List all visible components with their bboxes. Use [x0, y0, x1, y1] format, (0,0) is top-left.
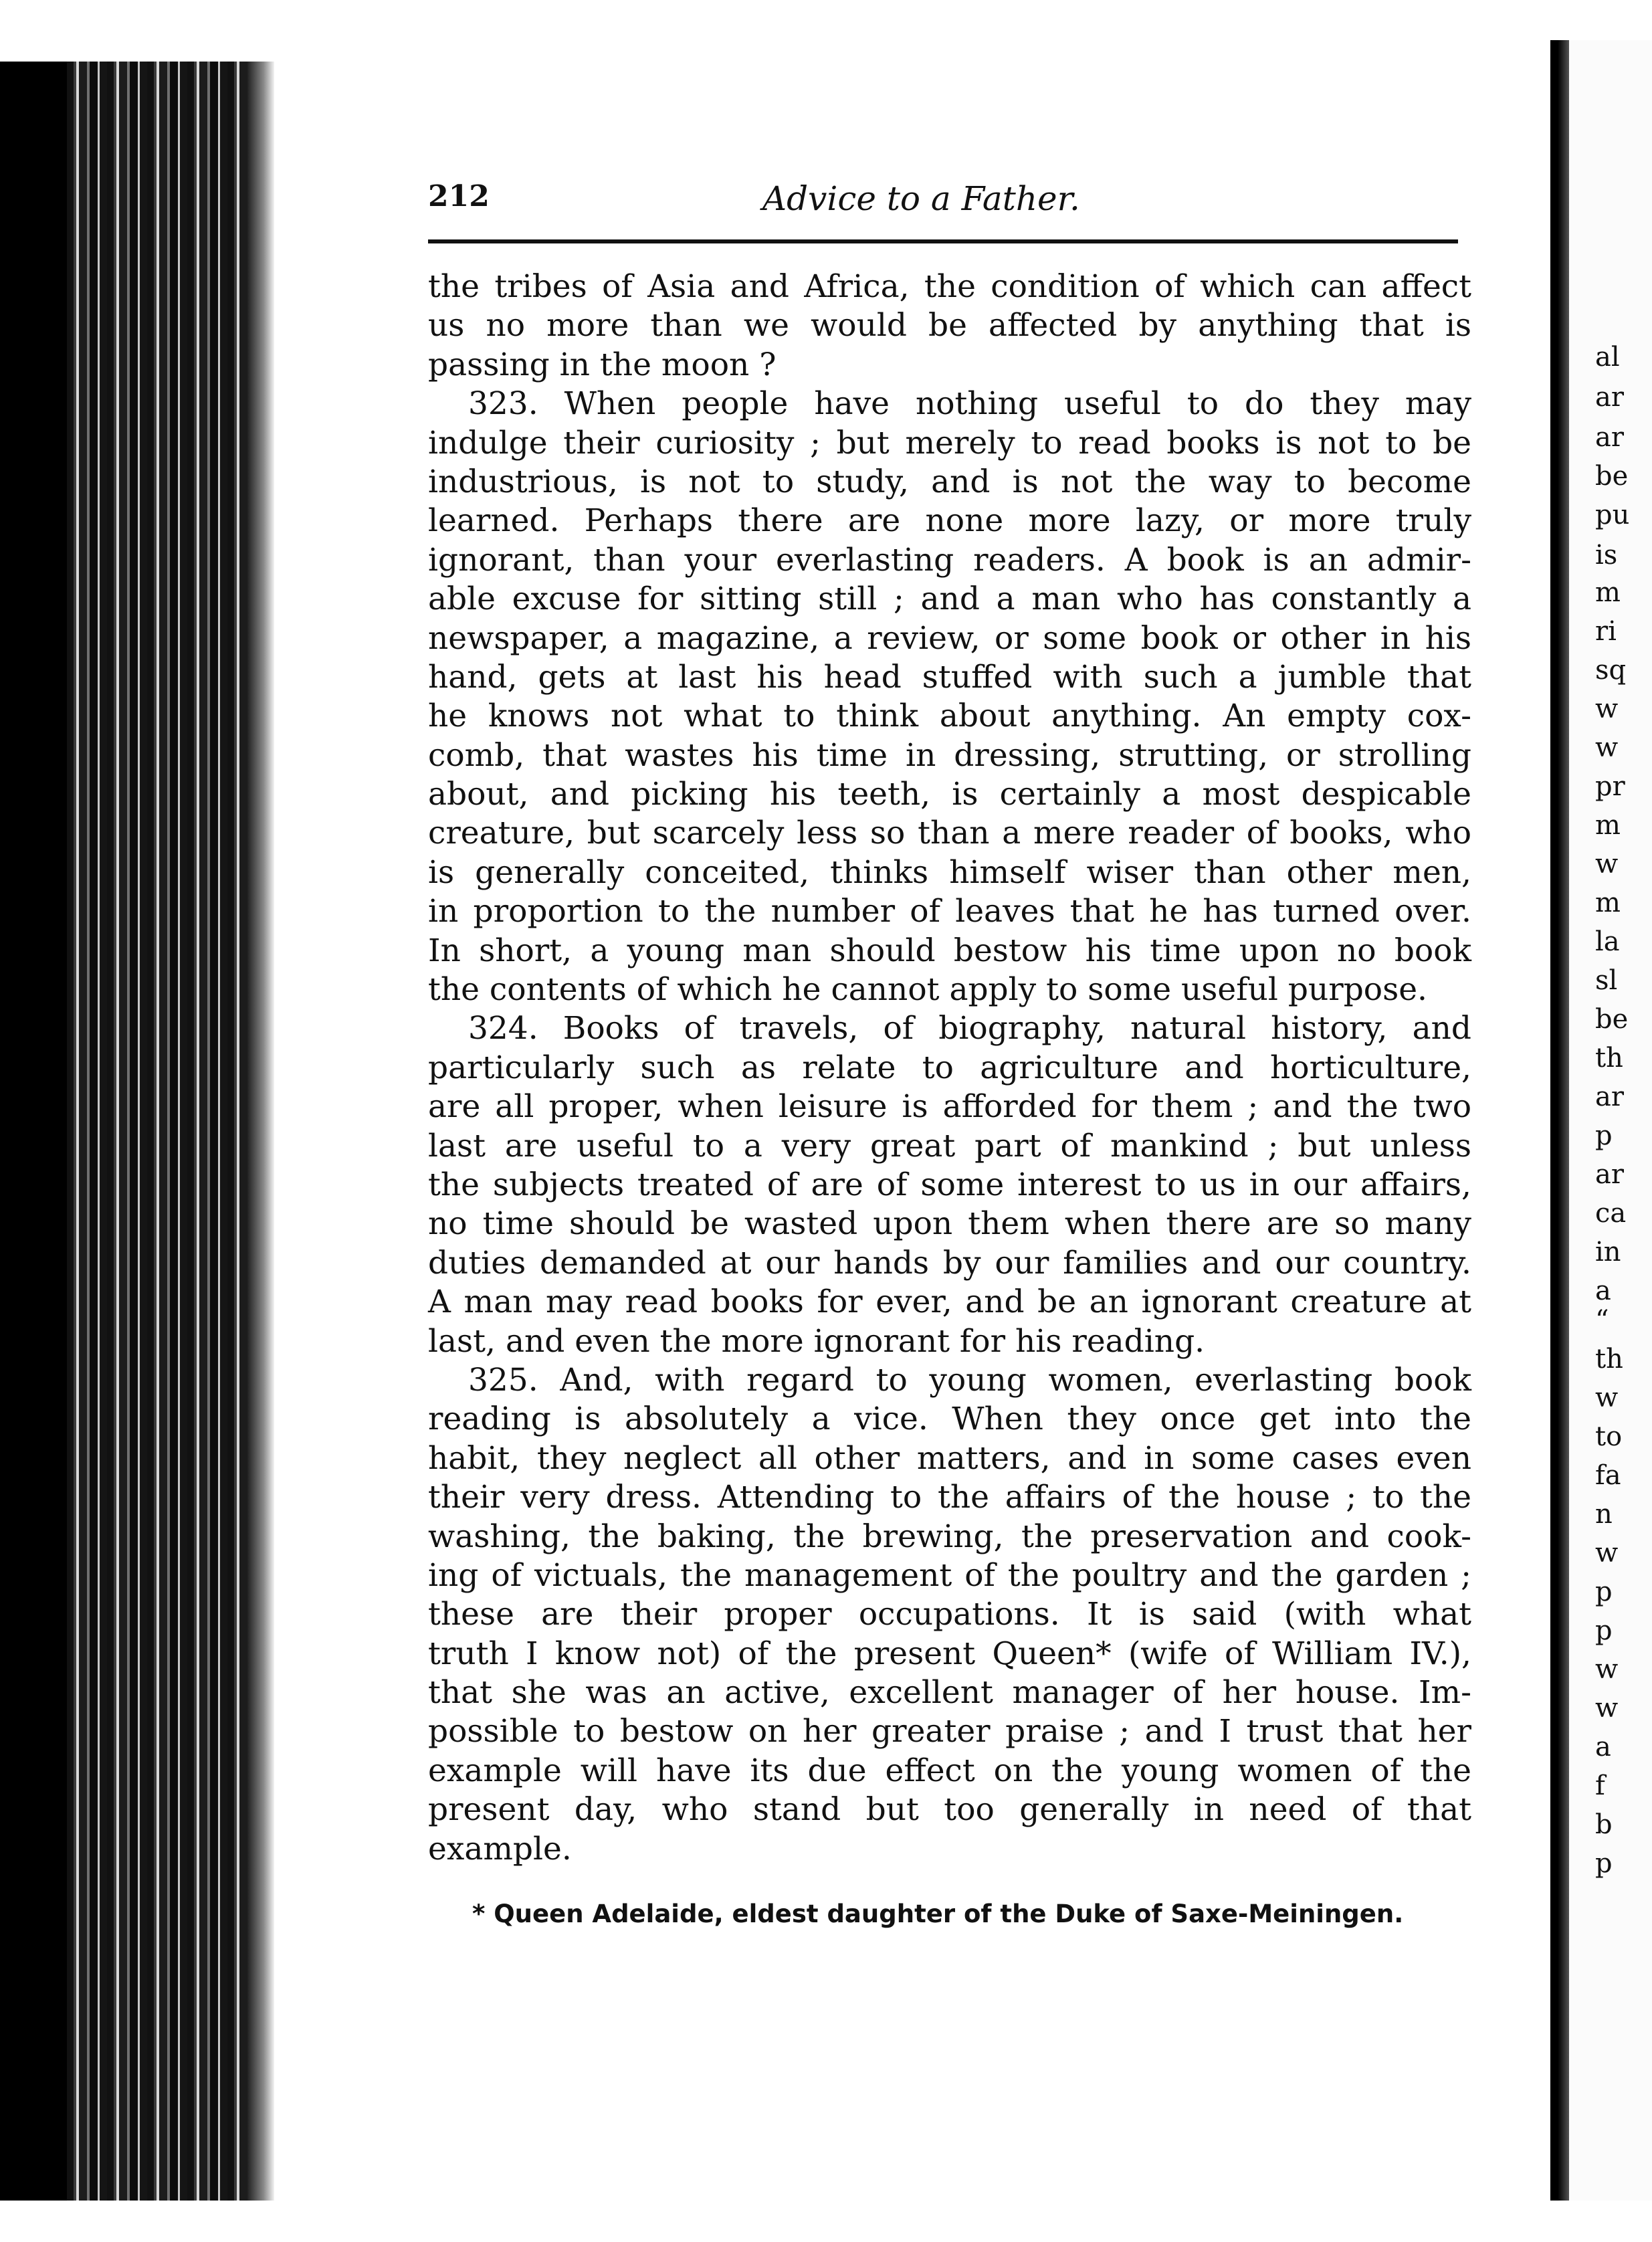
facing-page-fragment: be — [1595, 1004, 1629, 1035]
text-line: possible to bestow on her greater praise ; and I trust that her — [428, 1713, 1471, 1750]
scan-margin-top — [0, 0, 1652, 62]
scan-margin-bottom — [0, 2201, 1652, 2242]
header-rule — [428, 239, 1458, 243]
text-line: ing of victuals, the management of the poultry and the garden ; — [428, 1556, 1471, 1594]
facing-page-fragment: p — [1595, 1615, 1613, 1646]
facing-page-fragment: ar — [1595, 422, 1624, 453]
text-line: industrious, is not to study, and is not the way to become — [428, 463, 1471, 500]
facing-page-fragment: w — [1595, 1383, 1619, 1413]
text-line: present day, who stand but too generally in need of that — [428, 1791, 1471, 1829]
body-text — [428, 268, 1471, 1869]
facing-page-fragment: b — [1595, 1809, 1613, 1840]
scan-border-left — [0, 0, 67, 2242]
text-line: passing in the moon ? — [428, 346, 777, 383]
page-edges — [67, 60, 274, 2201]
facing-page-fragment: sq — [1595, 655, 1627, 686]
facing-page-fragment: th — [1595, 1344, 1623, 1374]
facing-page-fragment: p — [1595, 1848, 1613, 1879]
facing-page-fragment: la — [1595, 926, 1620, 957]
text-line: the tribes of Asia and Africa, the condition of which can affect — [428, 268, 1471, 305]
text-line: particularly such as relate to agriculture and horticulture, — [428, 1049, 1471, 1086]
facing-page-fragment: p — [1595, 1576, 1613, 1607]
text-line: their very dress. Attending to the affairs of the house ; to the — [428, 1479, 1471, 1516]
facing-page-fragment: ar — [1595, 382, 1624, 413]
facing-page-fragment: p — [1595, 1120, 1613, 1151]
facing-page-fragment: ri — [1595, 616, 1617, 647]
text-line: about, and picking his teeth, is certainly a most despicable — [428, 776, 1471, 813]
facing-page-fragment: a — [1595, 1276, 1611, 1306]
facing-page-fragment: m — [1595, 577, 1621, 608]
text-line: In short, a young man should bestow his time upon no book — [428, 932, 1471, 969]
facing-page-fragment: in — [1595, 1237, 1621, 1267]
text-line: the contents of which he cannot apply to some useful purpose. — [428, 971, 1427, 1009]
facing-page-fragment: w — [1595, 694, 1619, 724]
footnote: * Queen Adelaide, eldest daughter of the Duke of Saxe-Meiningen. — [472, 1900, 1404, 1928]
page-edge-shadow — [247, 60, 274, 2201]
book-gutter — [1550, 40, 1569, 2201]
facing-page-fragment: a — [1595, 1732, 1611, 1762]
text-line: creature, but scarcely less so than a mere reader of books, who — [428, 815, 1471, 852]
facing-page-fragment: w — [1595, 849, 1619, 880]
facing-page-fragment: w — [1595, 1538, 1619, 1568]
text-line: last, and even the more ignorant for his reading. — [428, 1322, 1205, 1360]
facing-page-fragment: ar — [1595, 1082, 1624, 1112]
text-line: comb, that wastes his time in dressing, strutting, or strolling — [428, 736, 1471, 774]
facing-page-fragment: pr — [1595, 771, 1625, 802]
text-line: ignorant, than your everlasting readers. A book is an admir- — [428, 541, 1471, 579]
text-line: hand, gets at last his head stuffed with such a jumble that — [428, 658, 1471, 696]
facing-page-fragment: sl — [1595, 965, 1618, 996]
text-line: no time should be wasted upon them when there are so many — [428, 1205, 1471, 1243]
text-line: truth I know not) of the present Queen* (wife of William IV.), — [428, 1635, 1471, 1672]
text-line: A man may read books for ever, and be an ignorant creature at — [428, 1284, 1471, 1321]
facing-page-fragment: to — [1595, 1421, 1623, 1452]
facing-page-fragment: th — [1595, 1043, 1623, 1074]
facing-page-fragment: w — [1595, 1693, 1619, 1724]
facing-page-fragment: ca — [1595, 1198, 1627, 1229]
running-head: Advice to a Father. — [762, 179, 1080, 218]
text-line: us no more than we would be affected by anything that is — [428, 307, 1471, 344]
text-line: example. — [428, 1830, 572, 1867]
text-line: example will have its due effect on the young women of the — [428, 1752, 1471, 1789]
facing-page-fragment: al — [1595, 342, 1620, 373]
text-line: 323. When people have nothing useful to do they may — [468, 385, 1471, 423]
facing-page-fragment: f — [1595, 1770, 1605, 1801]
text-line: in proportion to the number of leaves that he has turned over. — [428, 893, 1471, 930]
facing-page-fragment: ar — [1595, 1159, 1624, 1190]
facing-page-fragment: be — [1595, 461, 1629, 492]
facing-page-fragment: m — [1595, 888, 1621, 918]
facing-page-fragment: m — [1595, 810, 1621, 841]
facing-page-fragment: is — [1595, 540, 1618, 571]
text-line: reading is absolutely a vice. When they once get into the — [428, 1401, 1471, 1438]
text-line: he knows not what to think about anything. An empty cox- — [428, 698, 1471, 735]
text-line: last are useful to a very great part of mankind ; but unless — [428, 1127, 1471, 1164]
text-line: washing, the baking, the brewing, the preservation and cook- — [428, 1518, 1471, 1555]
facing-page-fragment: “ — [1595, 1305, 1609, 1336]
facing-page-fragment: pu — [1595, 500, 1630, 530]
facing-page-fragment: n — [1595, 1499, 1613, 1530]
page-header — [428, 179, 1458, 227]
facing-page-fragment: w — [1595, 1654, 1619, 1685]
text-line: 324. Books of travels, of biography, natural history, and — [468, 1010, 1471, 1047]
text-line: habit, they neglect all other matters, and in some cases even — [428, 1439, 1471, 1477]
text-line: that she was an active, excellent manager of her house. Im- — [428, 1674, 1471, 1712]
text-line: 325. And, with regard to young women, everlasting book — [468, 1361, 1471, 1399]
text-line: the subjects treated of are of some interest to us in our affairs, — [428, 1166, 1471, 1203]
facing-page-fragment: w — [1595, 732, 1619, 763]
text-line: duties demanded at our hands by our families and our country. — [428, 1244, 1471, 1282]
text-line: able excuse for sitting still ; and a man who has constantly a — [428, 581, 1471, 618]
facing-page-fragment: fa — [1595, 1460, 1621, 1491]
page-number: 212 — [428, 179, 490, 213]
text-line: is generally conceited, thinks himself wiser than other men, — [428, 853, 1471, 891]
text-line: learned. Perhaps there are none more lazy, or more truly — [428, 502, 1471, 540]
text-line: these are their proper occupations. It is said (with what — [428, 1596, 1471, 1633]
text-line: are all proper, when leisure is afforded for them ; and the two — [428, 1088, 1471, 1126]
text-line: newspaper, a magazine, a review, or some book or other in his — [428, 619, 1471, 657]
text-line: indulge their curiosity ; but merely to read books is not to be — [428, 424, 1471, 462]
